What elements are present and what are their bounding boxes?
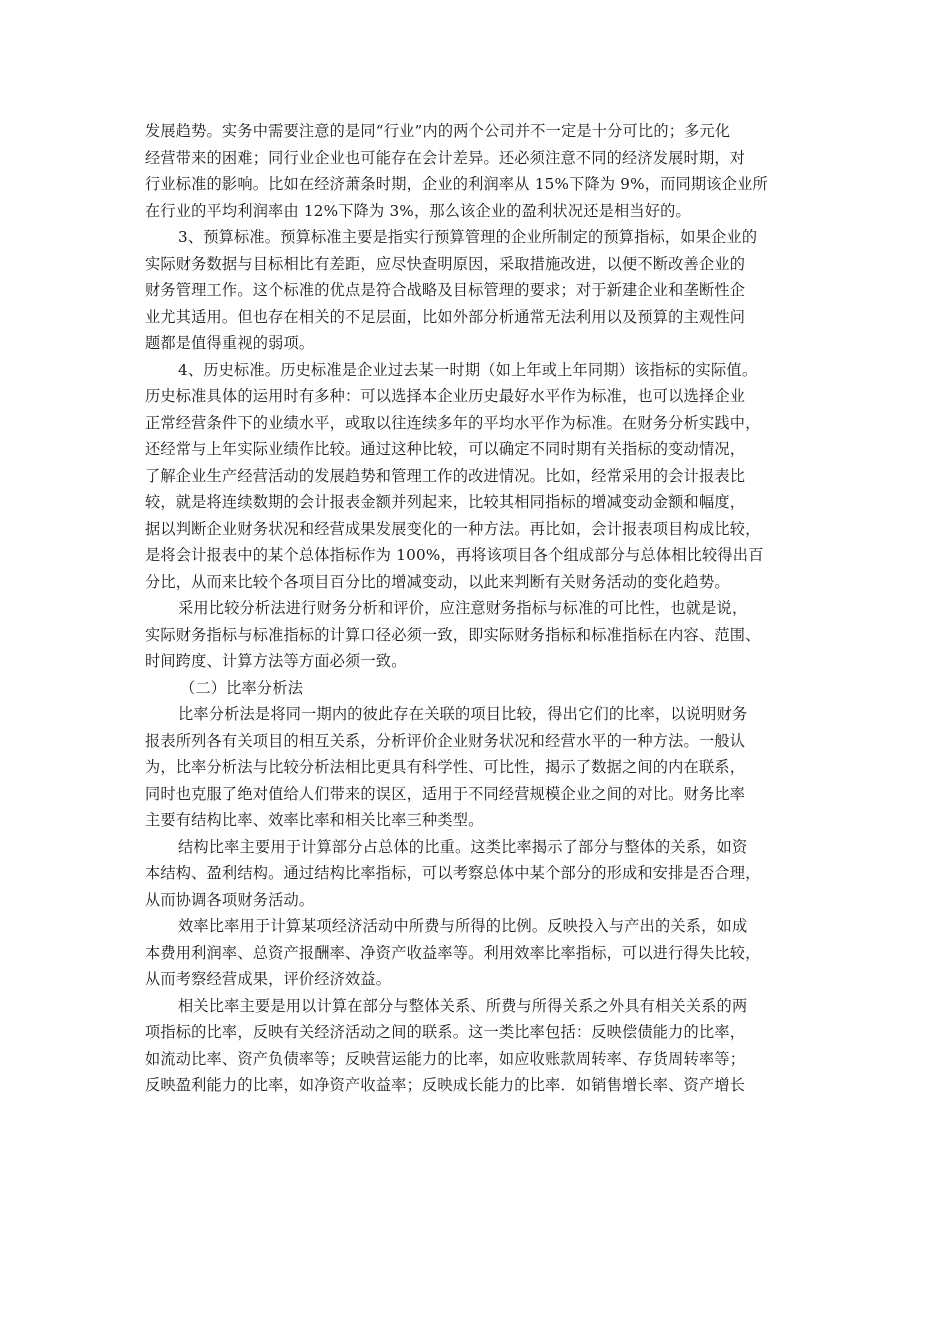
text-line: 行业标准的影响。比如在经济萧条时期，企业的利润率从 15%下降为 9%，而同期该企业所	[145, 175, 768, 193]
text-line: 据以判断企业财务状况和经营成果发展变化的一种方法。再比如，会计报表项目构成比较，	[145, 519, 761, 538]
text-line: 结构比率主要用于计算部分占总体的比重。这类比率揭示了部分与整体的关系，如资	[178, 837, 748, 856]
text-line: 分比，从而来比较个各项目百分比的增减变动，以此来判断有关财务活动的变化趋势。	[145, 572, 730, 591]
text-line: 历史标准具体的运用时有多种：可以选择本企业历史最好水平作为标准，也可以选择企业	[145, 387, 746, 405]
text-line: 本结构、盈利结构。通过结构比率指标，可以考察总体中某个部分的形成和安排是否合理，	[145, 864, 761, 882]
text-line: 业尤其适用。但也存在相关的不足层面，比如外部分析通常无法利用以及预算的主观性问	[145, 307, 746, 326]
text-line: 时间跨度、计算方法等方面必须一致。	[145, 652, 407, 670]
text-line: 正常经营条件下的业绩水平，或取以往连续多年的平均水平作为标准。在财务分析实践中，	[145, 413, 761, 432]
text-line: 还经常与上年实际业绩作比较。通过这种比较，可以确定不同时期有关指标的变动情况，	[145, 440, 746, 458]
text-line: 主要有结构比率、效率比率和相关比率三种类型。	[145, 811, 484, 829]
text-line: 实际财务指标与标准指标的计算口径必须一致，即实际财务指标和标准指标在内容、范围、	[145, 625, 761, 644]
text-line: 是将会计报表中的某个总体指标作为 100%，再将该项目各个组成部分与总体相比较得出百	[145, 546, 764, 564]
text-line: 项指标的比率，反映有关经济活动之间的联系。这一类比率包括：反映偿债能力的比率，	[145, 1023, 746, 1041]
text-line: 较，就是将连续数期的会计报表金额并列起来，比较其相同指标的增减变动金额和幅度，	[145, 493, 746, 511]
text-line: 了解企业生产经营活动的发展趋势和管理工作的改进情况。比如，经常采用的会计报表比	[145, 466, 746, 485]
section-heading: （二）比率分析法	[180, 678, 304, 697]
text-line: 相关比率主要是用以计算在部分与整体关系、所费与所得关系之外具有相关关系的两	[178, 996, 748, 1015]
document-body	[145, 118, 820, 1099]
text-line: 从而考察经营成果，评价经济效益。	[145, 970, 392, 988]
text-line: 在行业的平均利润率由 12%下降为 3%，那么该企业的盈利状况还是相当好的。	[145, 201, 691, 220]
text-line: 反映盈利能力的比率，如净资产收益率；反映成长能力的比率．如销售增长率、资产增长	[145, 1076, 746, 1094]
text-line: 实际财务数据与目标相比有差距，应尽快查明原因，采取措施改进，以便不断改善企业的	[145, 254, 746, 273]
text-line: 比率分析法是将同一期内的彼此存在关联的项目比较，得出它们的比率，以说明财务	[178, 705, 748, 723]
text-line: 同时也克服了绝对值给人们带来的误区，适用于不同经营规模企业之间的对比。财务比率	[145, 784, 746, 803]
text-line: 本费用利润率、总资产报酬率、净资产收益率等。利用效率比率指标，可以进行得失比较，	[145, 943, 761, 962]
text-line: 从而协调各项财务活动。	[145, 890, 315, 909]
text-line: 为，比率分析法与比较分析法相比更具有科学性、可比性，揭示了数据之间的内在联系，	[145, 758, 746, 776]
text-line: 财务管理工作。这个标准的优点是符合战略及目标管理的要求；对于新建企业和垄断性企	[145, 281, 746, 299]
text-line: 如流动比率、资产负债率等；反映营运能力的比率，如应收账款周转率、存货周转率等；	[145, 1049, 746, 1068]
text-line: 采用比较分析法进行财务分析和评价，应注意财务指标与标准的可比性，也就是说，	[178, 599, 748, 617]
text-line: 经营带来的困难；同行业企业也可能存在会计差异。还必须注意不同的经济发展时期，对	[145, 148, 746, 167]
text-line: 题都是值得重视的弱项。	[145, 334, 315, 352]
text-line: 报表所列各有关项目的相互关系，分析评价企业财务状况和经营水平的一种方法。一般认	[145, 731, 746, 750]
text-line: 发展趋势。实务中需要注意的是同“行业”内的两个公司并不一定是十分可比的；多元化	[145, 122, 731, 140]
text-line: 3、预算标准。预算标准主要是指实行预算管理的企业所制定的预算指标，如果企业的	[178, 228, 758, 246]
text-line: 效率比率用于计算某项经济活动中所费与所得的比例。反映投入与产出的关系，如成	[178, 917, 748, 935]
text-line: 4、历史标准。历史标准是企业过去某一时期（如上年或上年同期）该指标的实际值。	[178, 360, 758, 379]
